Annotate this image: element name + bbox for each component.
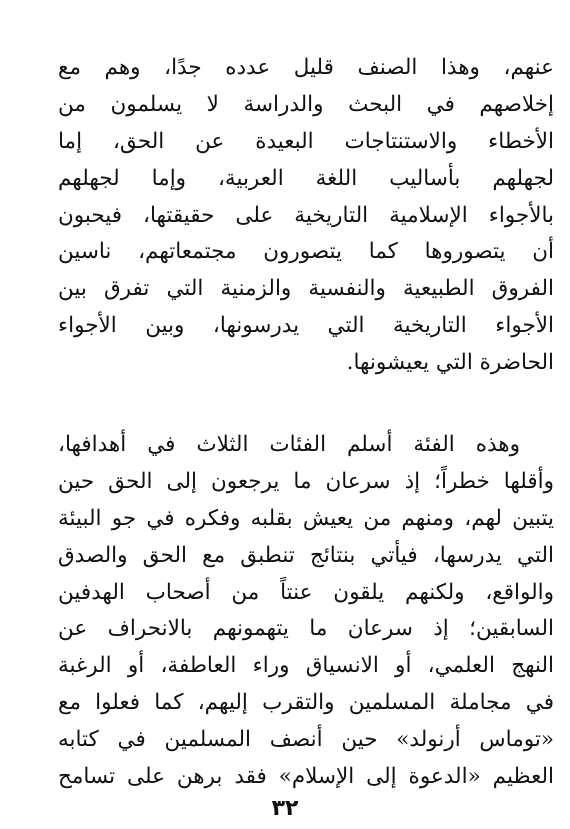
text-line: في مجاملة المسلمين والتقرب إليهم، كما فعلوا مع xyxy=(58,690,554,716)
text-line: العظيم «الدعوة إلى الإسلام» فقد برهن على تسامح xyxy=(58,764,554,790)
paragraph-1 xyxy=(58,50,554,382)
text-line: أن يتصوروها كما يتصورون مجتمعاتهم، ناسين xyxy=(58,239,554,265)
text-line: وهذه الفئة أسلم الفئات الثلاث في أهدافها، xyxy=(58,432,520,458)
text-line: التي يدرسها، فيأتي بنتائج تنطبق مع الحق والصدق xyxy=(58,542,554,568)
text-line: الفروق الطبيعية والنفسية والزمنية التي تفرق بين xyxy=(58,276,554,302)
text-line: الحاضرة التي يعيشونها. xyxy=(346,350,554,376)
text-line: إخلاصهم في البحث والدراسة لا يسلمون من xyxy=(58,91,554,117)
text-line: «توماس أرنولد» حين أنصف المسلمين في كتابه xyxy=(58,727,554,753)
text-line: بالأجواء الإسلامية التاريخية على حقيقتها، فيحبون xyxy=(58,202,554,228)
book-page xyxy=(58,50,554,796)
text-line: عنهم، وهذا الصنف قليل عدده جدًا، وهم مع xyxy=(58,55,554,80)
text-line: الأخطاء والاستنتاجات البعيدة عن الحق، إما xyxy=(58,128,554,154)
text-line: السابقين؛ إذ سرعان ما يتهمونهم بالانحراف عن xyxy=(58,616,554,642)
text-line: والواقع، ولكنهم يلقون عنتاً من أصحاب الهدفين xyxy=(58,579,554,605)
text-line: وأقلها خطراً؛ إذ سرعان ما يرجعون إلى الحق حين xyxy=(58,468,554,494)
paragraph-2 xyxy=(58,427,554,796)
text-line: لجهلهم بأساليب اللغة العربية، وإما لجهلهم xyxy=(58,165,554,191)
text-line: الأجواء التاريخية التي يدرسونها، وبين الأجواء xyxy=(58,313,554,339)
text-line: النهج العلمي، أو الانسياق وراء العاطفة، أو الرغبة xyxy=(58,653,554,679)
text-line: يتبين لهم، ومنهم من يعيش بقلبه وفكره في جو البيئة xyxy=(58,505,554,531)
page-number: ٣٢ xyxy=(271,796,299,821)
